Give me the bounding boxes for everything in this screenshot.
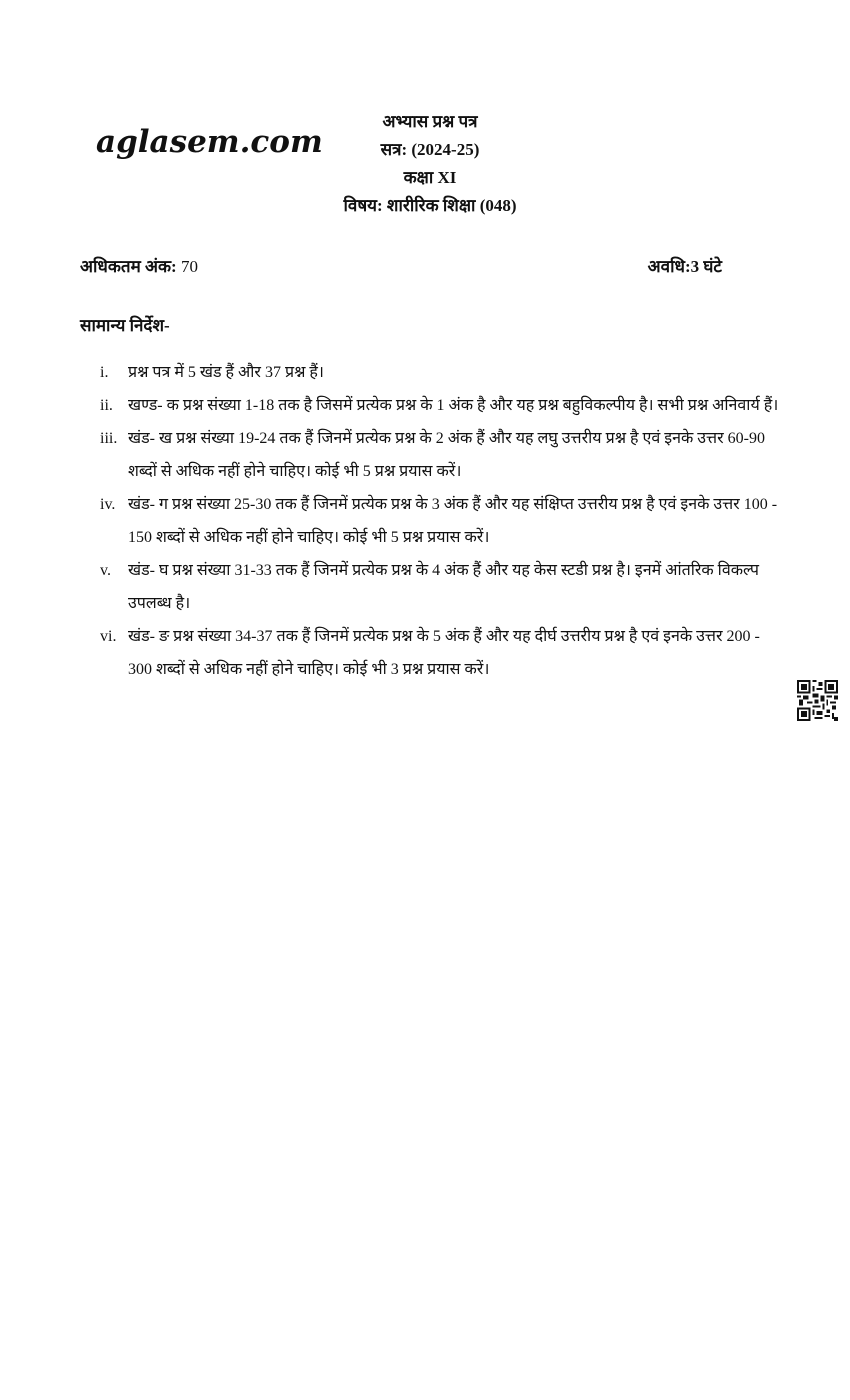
instruction-text: खंड- ङ प्रश्न संख्या 34-37 तक हैं जिनमें प्रत्येक प्रश्न के 5 अंक हैं और यह दीर्घ उत्तरीय प्रश्न है एवं इनके उत्तर 200 - 300 शब्दों से अधिक नहीं होने चाहिए। कोई भी 3 प्रश्न प्रयास करें। — [128, 628, 760, 678]
class: कक्षा XI — [403, 168, 457, 187]
instruction-text: खण्ड- क प्रश्न संख्या 1-18 तक है जिसमें प्रत्येक प्रश्न के 1 अंक है और यह प्रश्न बहुविकल्पीय है। सभी प्रश्न अनिवार्य हैं। — [128, 397, 779, 414]
instruction-item — [80, 620, 785, 686]
instruction-item — [80, 422, 785, 488]
aglasem-logo: aglasem.com — [96, 124, 323, 160]
instruction-number: iii. — [100, 430, 118, 447]
instruction-number: iv. — [100, 496, 116, 513]
qr-code-icon[interactable] — [797, 680, 838, 721]
subject: विषय: शारीरिक शिक्षा (048) — [343, 196, 517, 215]
instruction-text: खंड- घ प्रश्न संख्या 31-33 तक हैं जिनमें प्रत्येक प्रश्न के 4 अंक हैं और यह केस स्टडी प्रश्न है। इनमें आंतरिक विकल्प उपलब्ध है। — [128, 562, 759, 612]
instruction-number: vi. — [100, 628, 117, 645]
instruction-item — [80, 488, 785, 554]
instructions-list — [80, 356, 785, 686]
instruction-number: i. — [100, 364, 109, 381]
instruction-number: v. — [100, 562, 111, 579]
duration-label: अवधि: — [647, 257, 691, 276]
instruction-text: खंड- ख प्रश्न संख्या 19-24 तक हैं जिनमें प्रत्येक प्रश्न के 2 अंक हैं और यह लघु उत्तरीय प्रश्न है एवं इनके उत्तर 60-90 शब्दों से अधिक नहीं होने चाहिए। कोई भी 5 प्रश्न प्रयास करें। — [128, 430, 765, 480]
instruction-number: ii. — [100, 397, 113, 414]
marks-duration-row — [80, 254, 722, 277]
paper-title: अभ्यास प्रश्न पत्र — [382, 112, 478, 131]
max-marks-label: अधिकतम अंक: — [80, 257, 177, 276]
instruction-item — [80, 356, 785, 389]
session: सत्र: (2024-25) — [380, 140, 480, 159]
instruction-text: खंड- ग प्रश्न संख्या 25-30 तक हैं जिनमें प्रत्येक प्रश्न के 3 अंक हैं और यह संक्षिप्त उत्तरीय प्रश्न है एवं इनके उत्तर 100 - 150 शब्दों से अधिक नहीं होने चाहिए। कोई भी 5 प्रश्न प्रयास करें। — [128, 496, 778, 546]
instruction-item — [80, 389, 785, 422]
duration-value: 3 घंटे — [690, 257, 722, 276]
paper-header — [300, 108, 560, 220]
max-marks-value: 70 — [180, 257, 198, 276]
duration — [648, 254, 722, 277]
instruction-item — [80, 554, 785, 620]
instruction-text: प्रश्न पत्र में 5 खंड हैं और 37 प्रश्न हैं। — [128, 364, 324, 381]
general-instructions-title: सामान्य निर्देश- — [80, 316, 170, 335]
max-marks — [80, 254, 198, 277]
